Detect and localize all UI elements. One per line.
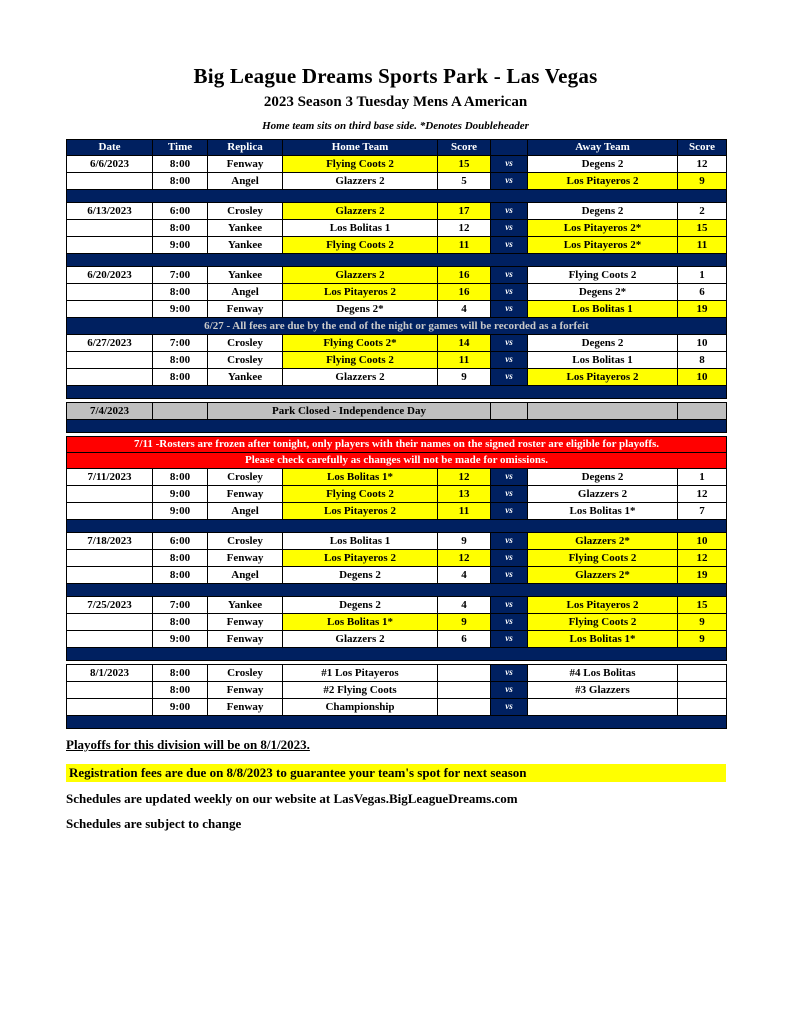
home-team-cell: Glazzers 2 <box>283 203 438 220</box>
away-score-cell: 1 <box>678 267 727 284</box>
time-cell: 8:00 <box>153 682 208 699</box>
home-team-cell: Degens 2 <box>283 597 438 614</box>
vs-cell: vs <box>491 597 528 614</box>
season-subtitle: 2023 Season 3 Tuesday Mens A American <box>263 94 528 110</box>
home-score-cell: 12 <box>438 550 491 567</box>
separator-band <box>67 190 727 203</box>
page-title: Big League Dreams Sports Park - Las Vegas <box>193 64 598 88</box>
away-score-cell <box>678 403 727 420</box>
home-team-cell: Los Bolitas 1* <box>283 614 438 631</box>
vs-cell: vs <box>491 237 528 254</box>
home-score-cell: 16 <box>438 284 491 301</box>
home-team-cell: Degens 2* <box>283 301 438 318</box>
time-cell: 9:00 <box>153 631 208 648</box>
vs-cell <box>491 403 528 420</box>
home-team-cell: Glazzers 2 <box>283 173 438 190</box>
date-cell: 7/11/2023 <box>67 469 153 486</box>
footer-notes <box>66 737 791 832</box>
column-header-vs <box>491 140 528 156</box>
date-cell <box>67 220 153 237</box>
home-score-cell: 14 <box>438 335 491 352</box>
park-closed-text: Park Closed - Independence Day <box>208 403 491 420</box>
time-cell: 8:00 <box>153 352 208 369</box>
away-score-cell: 10 <box>678 369 727 386</box>
away-score-cell: 15 <box>678 220 727 237</box>
away-score-cell: 11 <box>678 237 727 254</box>
game-row <box>67 301 727 318</box>
replica-cell: Yankee <box>208 267 283 284</box>
away-team-cell: Los Bolitas 1* <box>528 631 678 648</box>
game-row <box>67 335 727 352</box>
date-cell: 8/1/2023 <box>67 665 153 682</box>
replica-cell: Crosley <box>208 203 283 220</box>
website-note: Schedules are updated weekly on our website at LasVegas.BigLeagueDreams.com <box>66 791 518 806</box>
home-team-cell: Los Pitayeros 2 <box>283 503 438 520</box>
home-score-cell: 9 <box>438 369 491 386</box>
column-header-home-team: Home Team <box>283 140 438 156</box>
game-row <box>67 352 727 369</box>
replica-cell: Crosley <box>208 533 283 550</box>
away-team-cell: Glazzers 2* <box>528 567 678 584</box>
column-header-score: Score <box>678 140 727 156</box>
home-team-cell: Los Bolitas 1 <box>283 220 438 237</box>
date-cell <box>67 631 153 648</box>
away-team-cell: Los Bolitas 1 <box>528 301 678 318</box>
column-header-replica: Replica <box>208 140 283 156</box>
separator-row <box>67 420 727 433</box>
away-team-cell: #4 Los Bolitas <box>528 665 678 682</box>
vs-cell: vs <box>491 550 528 567</box>
away-team-cell <box>528 699 678 716</box>
away-score-cell <box>678 682 727 699</box>
time-cell: 8:00 <box>153 173 208 190</box>
time-cell: 6:00 <box>153 533 208 550</box>
time-cell: 7:00 <box>153 335 208 352</box>
away-team-cell: Degens 2* <box>528 284 678 301</box>
separator-band <box>67 716 727 729</box>
vs-cell: vs <box>491 369 528 386</box>
separator-band <box>67 584 727 597</box>
replica-cell: Angel <box>208 284 283 301</box>
date-cell: 6/27/2023 <box>67 335 153 352</box>
replica-cell: Fenway <box>208 631 283 648</box>
home-score-cell: 12 <box>438 220 491 237</box>
separator-row <box>67 648 727 661</box>
home-team-cell: #2 Flying Coots <box>283 682 438 699</box>
game-row <box>67 469 727 486</box>
time-cell: 9:00 <box>153 503 208 520</box>
home-score-cell: 9 <box>438 533 491 550</box>
vs-cell: vs <box>491 503 528 520</box>
date-cell: 6/13/2023 <box>67 203 153 220</box>
date-cell: 6/20/2023 <box>67 267 153 284</box>
away-team-cell <box>528 403 678 420</box>
away-team-cell: Degens 2 <box>528 469 678 486</box>
date-cell: 7/18/2023 <box>67 533 153 550</box>
time-cell: 8:00 <box>153 369 208 386</box>
game-row <box>67 699 727 716</box>
away-score-cell: 19 <box>678 567 727 584</box>
away-score-cell: 15 <box>678 597 727 614</box>
home-score-cell: 12 <box>438 469 491 486</box>
game-row <box>67 533 727 550</box>
replica-cell: Fenway <box>208 301 283 318</box>
home-team-cell: Flying Coots 2 <box>283 352 438 369</box>
game-row <box>67 631 727 648</box>
home-team-cell: Flying Coots 2* <box>283 335 438 352</box>
time-cell: 7:00 <box>153 597 208 614</box>
game-row <box>67 173 727 190</box>
replica-cell: Fenway <box>208 486 283 503</box>
game-row <box>67 156 727 173</box>
away-score-cell: 12 <box>678 550 727 567</box>
vs-cell: vs <box>491 631 528 648</box>
date-cell <box>67 486 153 503</box>
time-cell: 9:00 <box>153 301 208 318</box>
time-cell: 8:00 <box>153 284 208 301</box>
away-score-cell: 9 <box>678 631 727 648</box>
home-score-cell: 15 <box>438 156 491 173</box>
game-row <box>67 284 727 301</box>
vs-cell: vs <box>491 699 528 716</box>
separator-row <box>67 190 727 203</box>
away-score-cell: 10 <box>678 335 727 352</box>
home-team-cell: Los Pitayeros 2 <box>283 550 438 567</box>
date-cell <box>67 550 153 567</box>
separator-row <box>67 386 727 399</box>
separator-band <box>67 254 727 267</box>
time-cell: 9:00 <box>153 486 208 503</box>
replica-cell: Fenway <box>208 156 283 173</box>
time-cell <box>153 403 208 420</box>
date-cell <box>67 699 153 716</box>
vs-cell: vs <box>491 335 528 352</box>
away-score-cell: 8 <box>678 352 727 369</box>
home-team-cell: Los Pitayeros 2 <box>283 284 438 301</box>
away-score-cell: 12 <box>678 156 727 173</box>
vs-cell: vs <box>491 682 528 699</box>
away-score-cell: 1 <box>678 469 727 486</box>
away-score-cell: 6 <box>678 284 727 301</box>
vs-cell: vs <box>491 469 528 486</box>
replica-cell: Crosley <box>208 665 283 682</box>
home-team-cell: #1 Los Pitayeros <box>283 665 438 682</box>
home-team-cell: Glazzers 2 <box>283 267 438 284</box>
replica-cell: Fenway <box>208 550 283 567</box>
away-team-cell: #3 Glazzers <box>528 682 678 699</box>
header-row <box>67 140 727 156</box>
home-team-cell: Glazzers 2 <box>283 369 438 386</box>
home-score-cell: 11 <box>438 352 491 369</box>
date-cell: 7/4/2023 <box>67 403 153 420</box>
game-row <box>67 665 727 682</box>
roster-alert-text: 7/11 -Rosters are frozen after tonight, only players with their names on the signed roster are eligible for playoffs. <box>67 437 727 453</box>
game-row <box>67 267 727 284</box>
home-score-cell: 11 <box>438 503 491 520</box>
column-header-date: Date <box>67 140 153 156</box>
column-header-away-team: Away Team <box>528 140 678 156</box>
game-row <box>67 486 727 503</box>
away-score-cell: 9 <box>678 614 727 631</box>
registration-note: Registration fees are due on 8/8/2023 to guarantee your team's spot for next season <box>66 764 726 782</box>
replica-cell: Yankee <box>208 369 283 386</box>
away-team-cell: Los Bolitas 1 <box>528 352 678 369</box>
replica-cell: Yankee <box>208 220 283 237</box>
time-cell: 8:00 <box>153 469 208 486</box>
subject-to-change-note: Schedules are subject to change <box>66 816 242 831</box>
separator-band <box>67 386 727 399</box>
vs-cell: vs <box>491 533 528 550</box>
replica-cell: Fenway <box>208 614 283 631</box>
home-score-cell: 4 <box>438 301 491 318</box>
home-score-cell <box>438 665 491 682</box>
game-row <box>67 567 727 584</box>
home-score-cell <box>438 682 491 699</box>
away-score-cell: 19 <box>678 301 727 318</box>
vs-cell: vs <box>491 203 528 220</box>
home-team-cell: Los Bolitas 1 <box>283 533 438 550</box>
home-team-cell: Flying Coots 2 <box>283 486 438 503</box>
home-team-note: Home team sits on third base side. *Denotes Doubleheader <box>262 120 529 132</box>
game-row <box>67 237 727 254</box>
away-team-cell: Degens 2 <box>528 156 678 173</box>
away-team-cell: Flying Coots 2 <box>528 267 678 284</box>
replica-cell: Angel <box>208 567 283 584</box>
home-team-cell: Degens 2 <box>283 567 438 584</box>
replica-cell: Fenway <box>208 682 283 699</box>
away-team-cell: Los Pitayeros 2* <box>528 237 678 254</box>
time-cell: 9:00 <box>153 699 208 716</box>
date-cell <box>67 682 153 699</box>
time-cell: 8:00 <box>153 220 208 237</box>
replica-cell: Crosley <box>208 352 283 369</box>
time-cell: 8:00 <box>153 567 208 584</box>
away-team-cell: Los Bolitas 1* <box>528 503 678 520</box>
game-row <box>67 682 727 699</box>
game-row <box>67 614 727 631</box>
separator-band <box>67 520 727 533</box>
away-score-cell <box>678 699 727 716</box>
time-cell: 8:00 <box>153 156 208 173</box>
home-team-cell: Flying Coots 2 <box>283 237 438 254</box>
vs-cell: vs <box>491 614 528 631</box>
home-team-cell: Championship <box>283 699 438 716</box>
date-cell <box>67 301 153 318</box>
separator-row <box>67 584 727 597</box>
separator-row <box>67 716 727 729</box>
away-team-cell: Los Pitayeros 2 <box>528 173 678 190</box>
vs-cell: vs <box>491 352 528 369</box>
away-team-cell: Los Pitayeros 2* <box>528 220 678 237</box>
vs-cell: vs <box>491 220 528 237</box>
separator-band <box>67 648 727 661</box>
fees-note-text: 6/27 - All fees are due by the end of the night or games will be recorded as a forfeit <box>67 318 727 335</box>
column-header-score: Score <box>438 140 491 156</box>
date-cell <box>67 284 153 301</box>
separator-row <box>67 254 727 267</box>
away-team-cell: Los Pitayeros 2 <box>528 597 678 614</box>
vs-cell: vs <box>491 284 528 301</box>
vs-cell: vs <box>491 156 528 173</box>
replica-cell: Angel <box>208 503 283 520</box>
roster-alert-row <box>67 437 727 453</box>
home-score-cell: 4 <box>438 567 491 584</box>
date-cell <box>67 352 153 369</box>
park-closed-row <box>67 403 727 420</box>
fees-note-row <box>67 318 727 335</box>
schedule-table <box>66 139 727 729</box>
game-row <box>67 503 727 520</box>
date-cell <box>67 173 153 190</box>
vs-cell: vs <box>491 173 528 190</box>
home-score-cell: 17 <box>438 203 491 220</box>
roster-alert-text: Please check carefully as changes will not be made for omissions. <box>67 453 727 469</box>
replica-cell: Crosley <box>208 335 283 352</box>
away-score-cell: 9 <box>678 173 727 190</box>
time-cell: 8:00 <box>153 665 208 682</box>
away-score-cell: 7 <box>678 503 727 520</box>
date-cell: 7/25/2023 <box>67 597 153 614</box>
home-team-cell: Los Bolitas 1* <box>283 469 438 486</box>
game-row <box>67 550 727 567</box>
away-team-cell: Flying Coots 2 <box>528 614 678 631</box>
vs-cell: vs <box>491 267 528 284</box>
away-team-cell: Glazzers 2* <box>528 533 678 550</box>
game-row <box>67 597 727 614</box>
home-team-cell: Glazzers 2 <box>283 631 438 648</box>
separator-row <box>67 520 727 533</box>
away-score-cell: 2 <box>678 203 727 220</box>
home-score-cell: 5 <box>438 173 491 190</box>
time-cell: 8:00 <box>153 614 208 631</box>
home-score-cell: 16 <box>438 267 491 284</box>
away-score-cell <box>678 665 727 682</box>
date-cell <box>67 567 153 584</box>
vs-cell: vs <box>491 486 528 503</box>
replica-cell: Yankee <box>208 597 283 614</box>
replica-cell: Yankee <box>208 237 283 254</box>
away-team-cell: Degens 2 <box>528 203 678 220</box>
schedule-body <box>67 156 727 729</box>
date-cell <box>67 369 153 386</box>
replica-cell: Crosley <box>208 469 283 486</box>
home-score-cell: 9 <box>438 614 491 631</box>
home-score-cell: 6 <box>438 631 491 648</box>
vs-cell: vs <box>491 567 528 584</box>
time-cell: 7:00 <box>153 267 208 284</box>
away-score-cell: 10 <box>678 533 727 550</box>
away-team-cell: Degens 2 <box>528 335 678 352</box>
time-cell: 6:00 <box>153 203 208 220</box>
replica-cell: Fenway <box>208 699 283 716</box>
time-cell: 8:00 <box>153 550 208 567</box>
home-team-cell: Flying Coots 2 <box>283 156 438 173</box>
date-cell <box>67 503 153 520</box>
vs-cell: vs <box>491 665 528 682</box>
away-team-cell: Flying Coots 2 <box>528 550 678 567</box>
date-cell <box>67 614 153 631</box>
home-score-cell: 4 <box>438 597 491 614</box>
vs-cell: vs <box>491 301 528 318</box>
away-score-cell: 12 <box>678 486 727 503</box>
home-score-cell <box>438 699 491 716</box>
roster-alert-row <box>67 453 727 469</box>
replica-cell: Angel <box>208 173 283 190</box>
away-team-cell: Glazzers 2 <box>528 486 678 503</box>
game-row <box>67 220 727 237</box>
playoffs-note: Playoffs for this division will be on 8/1/2023. <box>66 737 310 752</box>
away-team-cell: Los Pitayeros 2 <box>528 369 678 386</box>
home-score-cell: 11 <box>438 237 491 254</box>
game-row <box>67 203 727 220</box>
date-cell: 6/6/2023 <box>67 156 153 173</box>
time-cell: 9:00 <box>153 237 208 254</box>
home-score-cell: 13 <box>438 486 491 503</box>
separator-band <box>67 420 727 433</box>
date-cell <box>67 237 153 254</box>
column-header-time: Time <box>153 140 208 156</box>
game-row <box>67 369 727 386</box>
